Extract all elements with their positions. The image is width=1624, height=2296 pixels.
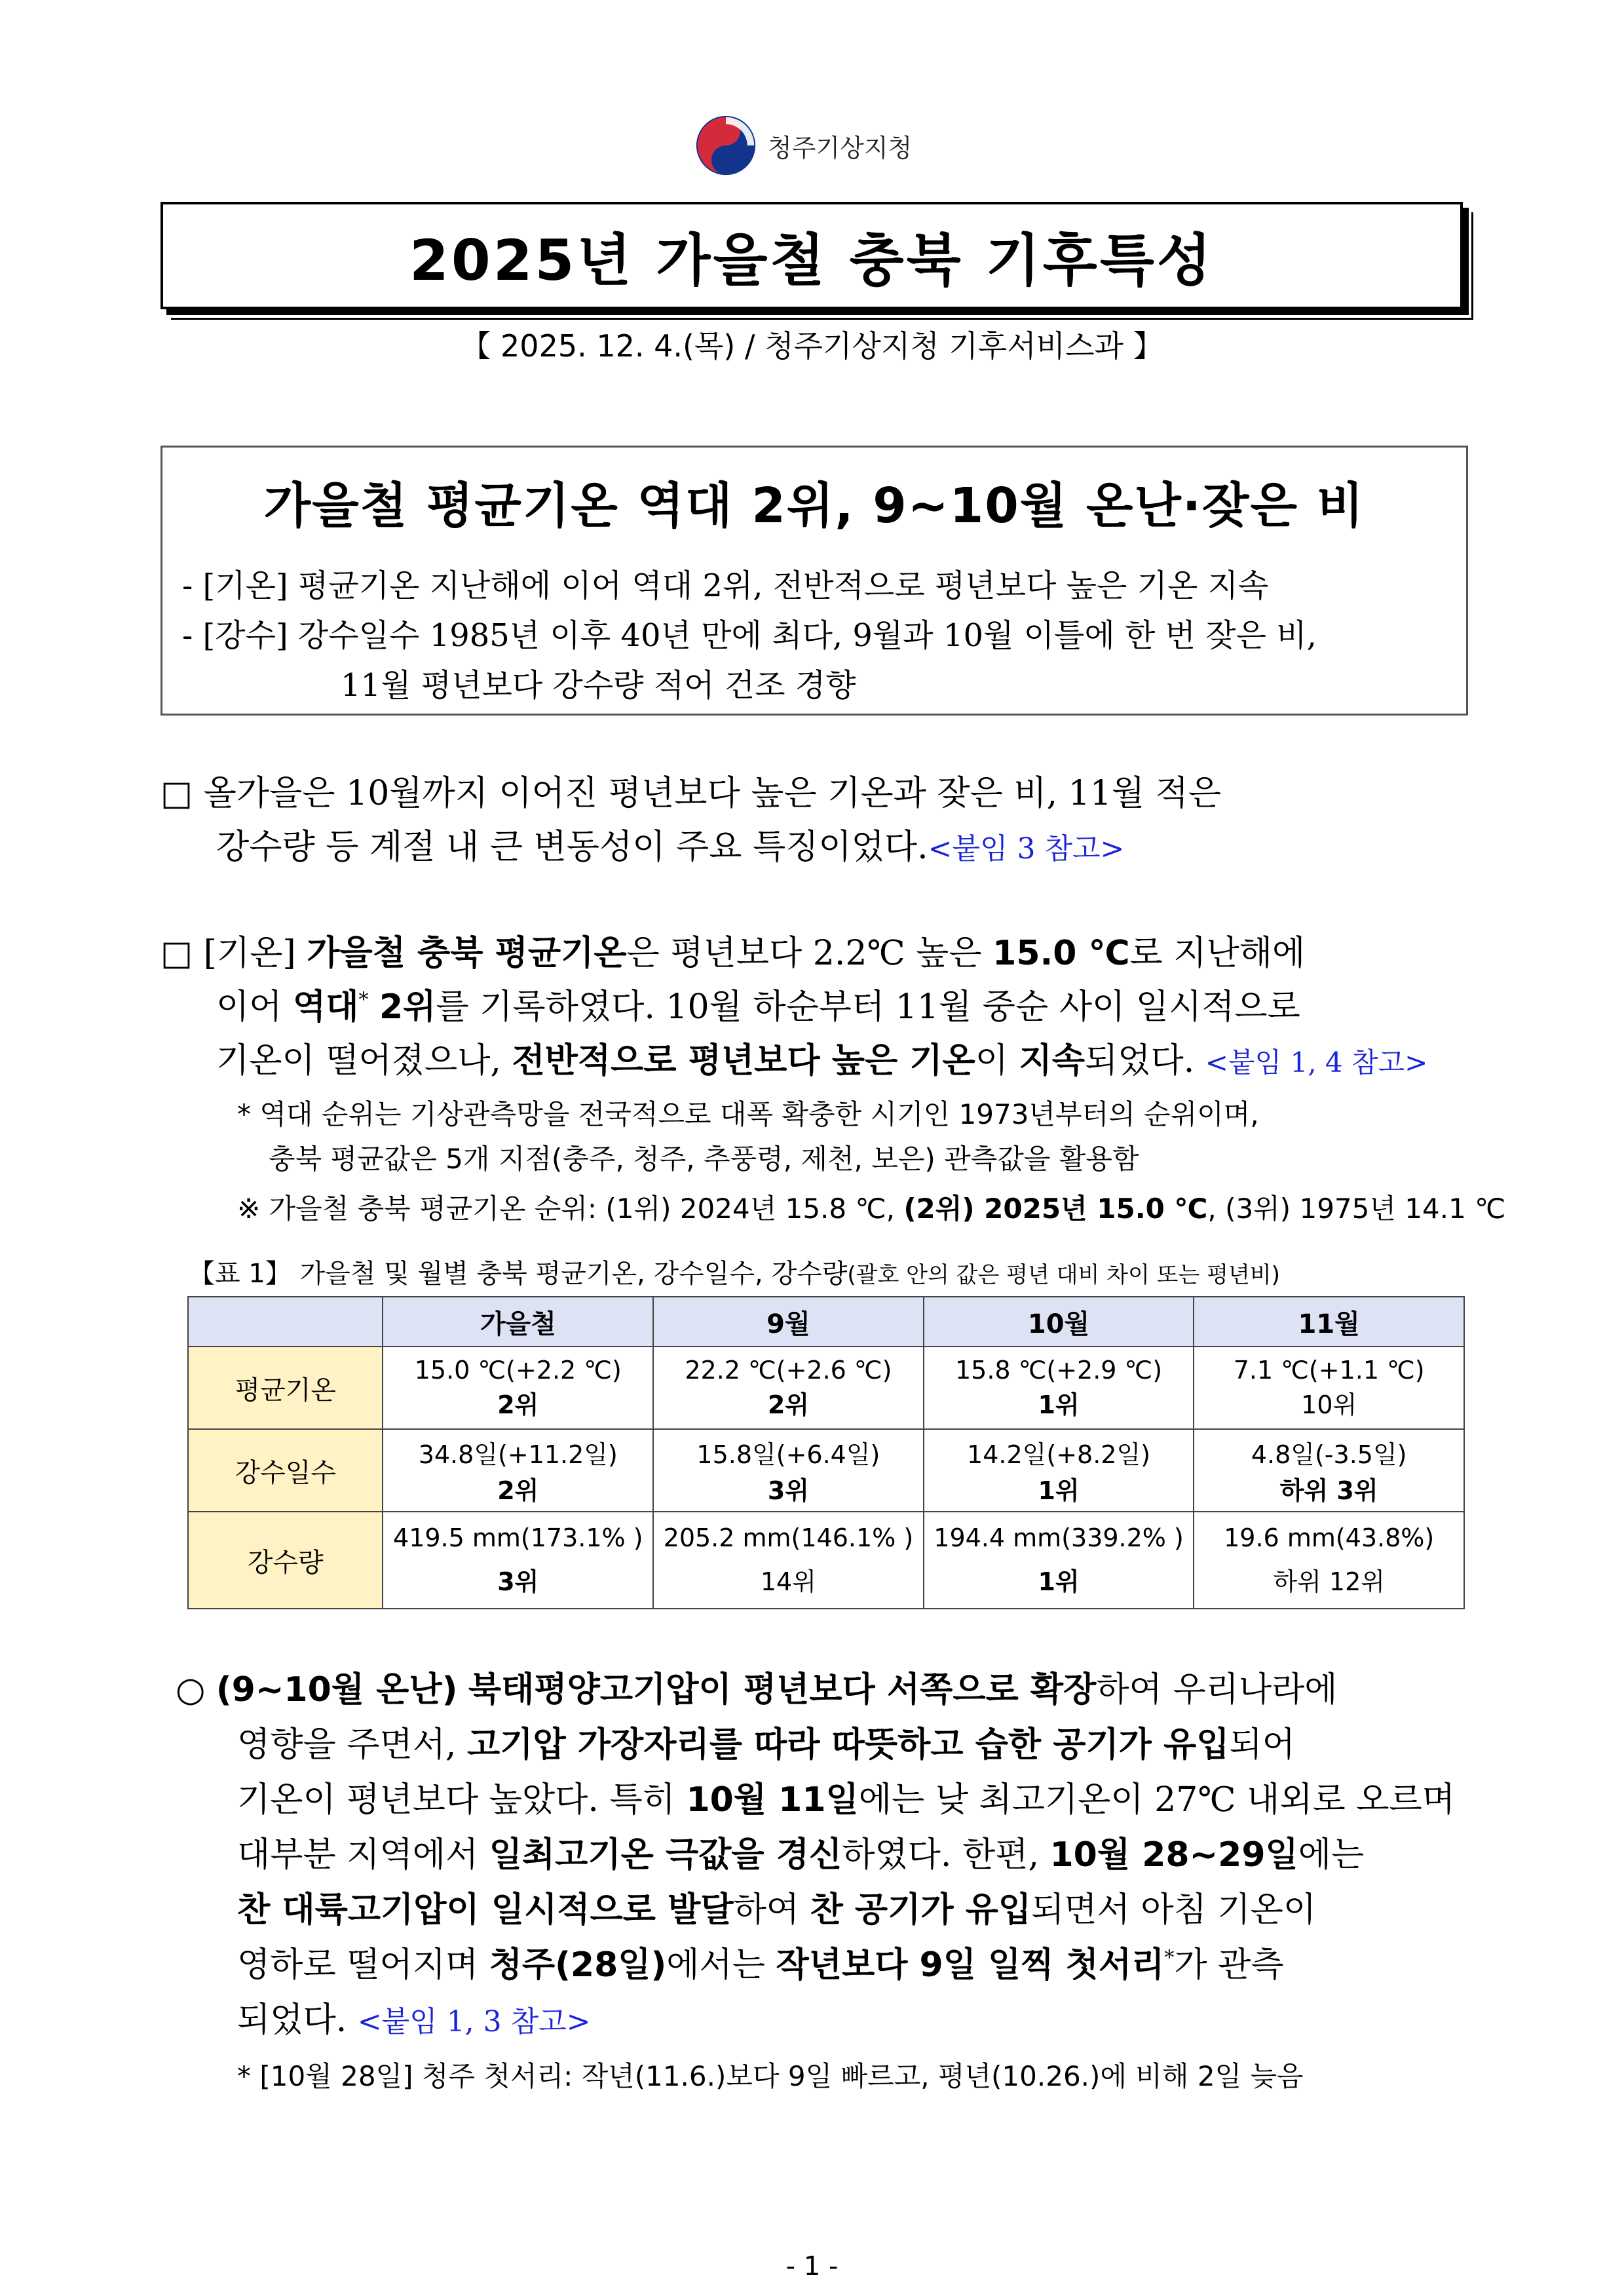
- cell-value: 194.4 mm(339.2% ): [934, 1523, 1184, 1552]
- cell-value: 4.8일(-3.5일): [1251, 1440, 1407, 1469]
- para2-line3: 기온이 떨어졌으나, 전반적으로 평년보다 높은 기온이 지속되었다. <붙임 1, 4 참고>: [216, 1041, 1428, 1081]
- appendix-ref: <붙임 3 참고>: [928, 832, 1125, 866]
- cell-rank: 2위: [767, 1390, 809, 1419]
- cell-value: 7.1 ℃(+1.1 ℃): [1233, 1355, 1425, 1385]
- summary-line-temp: - [기온] 평균기온 지난해에 이어 역대 2위, 전반적으로 평년보다 높은 기온 지속: [182, 567, 1269, 604]
- taegeuk-logo-icon: [694, 114, 757, 177]
- title-box: [161, 202, 1463, 309]
- cell-value: 15.8 ℃(+2.9 ℃): [955, 1355, 1163, 1385]
- cell-rank: 10위: [1301, 1390, 1357, 1419]
- agency-name: 청주기상지청: [768, 133, 913, 163]
- cell-value: 15.8일(+6.4일): [696, 1440, 880, 1469]
- table-cell: [653, 1429, 924, 1512]
- para3-line3: 기온이 평년보다 높았다. 특히 10월 11일에는 낮 최고기온이 27℃ 내외로 오르며: [237, 1780, 1455, 1820]
- para3-line7: 되었다. <붙임 1, 3 참고>: [237, 2000, 591, 2040]
- cell-rank: 하위 3위: [1279, 1476, 1378, 1505]
- cell-value: 19.6 mm(43.8%): [1224, 1523, 1435, 1552]
- table-cell: [924, 1347, 1194, 1429]
- para2-note1a: * 역대 순위는 기상관측망을 전국적으로 대폭 확충한 시기인 1973년부터의 순위이며,: [237, 1098, 1259, 1130]
- row-header: 평균기온: [188, 1347, 383, 1429]
- page-number: - 1 -: [785, 2251, 839, 2282]
- cell-rank: 3위: [767, 1476, 809, 1505]
- table-cell: [924, 1429, 1194, 1512]
- table-cell: [383, 1429, 653, 1512]
- cell-rank: 2위: [497, 1476, 539, 1505]
- checkbox-bullet-icon: □: [161, 774, 193, 813]
- cell-value: 419.5 mm(173.1% ): [393, 1523, 643, 1552]
- table-corner-cell: [188, 1297, 383, 1347]
- cell-rank: 14위: [760, 1567, 816, 1596]
- checkbox-bullet-icon: □: [161, 934, 193, 973]
- para2-line1: □ [기온] 가을철 충북 평균기온은 평년보다 2.2℃ 높은 15.0 ℃로 지난해에: [161, 934, 1306, 973]
- cell-rank: 3위: [497, 1567, 539, 1596]
- para3-note: * [10월 28일] 청주 첫서리: 작년(11.6.)보다 9일 빠르고, 평년(10.26.)에 비해 2일 늦음: [237, 2060, 1304, 2092]
- cell-value: 22.2 ℃(+2.6 ℃): [685, 1355, 892, 1385]
- para1-line2: 강수량 등 계절 내 큰 변동성이 주요 특징이었다.<붙임 3 참고>: [216, 828, 1125, 867]
- table-header-row: [188, 1297, 1464, 1347]
- cell-rank: 1위: [1038, 1476, 1080, 1505]
- col-header-oct: 10월: [924, 1297, 1194, 1347]
- cell-rank: 2위: [497, 1390, 539, 1419]
- row-header: 강수일수: [188, 1429, 383, 1512]
- table-cell: [653, 1347, 924, 1429]
- para3-line1: ○ (9~10월 온난) 북태평양고기압이 평년보다 서쪽으로 확장하여 우리나라에: [176, 1670, 1338, 1710]
- agency-logo: [694, 113, 943, 178]
- table-cell: [383, 1347, 653, 1429]
- summary-line-precip: - [강수] 강수일수 1985년 이후 40년 만에 최다, 9월과 10월 이틀에 한 번 잦은 비,: [182, 617, 1317, 654]
- table-cell: [1194, 1512, 1464, 1609]
- summary-headline: 가을철 평균기온 역대 2위, 9~10월 온난·잦은 비: [263, 478, 1365, 534]
- appendix-ref: <붙임 1, 3 참고>: [357, 2005, 591, 2038]
- summary-line-precip-cont: 11월 평년보다 강수량 적어 건조 경향: [341, 667, 856, 704]
- col-header-autumn: 가을철: [383, 1297, 653, 1347]
- cell-value: 15.0 ℃(+2.2 ℃): [414, 1355, 622, 1385]
- appendix-ref: <붙임 1, 4 참고>: [1205, 1046, 1428, 1079]
- cell-rank: 하위 12위: [1273, 1567, 1385, 1596]
- para3-line5: 찬 대륙고기압이 일시적으로 발달하여 찬 공기가 유입되면서 아침 기온이: [237, 1890, 1317, 1930]
- para3-line4: 대부분 지역에서 일최고기온 극값을 경신하였다. 한편, 10월 28~29일에는: [237, 1835, 1365, 1875]
- table-cell: [1194, 1429, 1464, 1512]
- summary-box: [161, 446, 1468, 716]
- table-row: [188, 1347, 1464, 1429]
- page-title: 2025년 가을철 충북 기후특성: [409, 228, 1214, 294]
- cell-value: 34.8일(+11.2일): [418, 1440, 618, 1469]
- table-cell: [1194, 1347, 1464, 1429]
- table-cell: [383, 1512, 653, 1609]
- para2-note1b: 충북 평균값은 5개 지점(충주, 청주, 추풍령, 제천, 보은) 관측값을 활용함: [269, 1143, 1139, 1175]
- para2-rank-note: ※ 가을철 충북 평균기온 순위: (1위) 2024년 15.8 ℃, (2위) 2025년 15.0 ℃, (3위) 1975년 14.1 ℃: [237, 1193, 1506, 1225]
- cell-rank: 1위: [1038, 1390, 1080, 1419]
- table-cell: [924, 1512, 1194, 1609]
- table-row: [188, 1429, 1464, 1512]
- table-cell: [653, 1512, 924, 1609]
- cell-rank: 1위: [1038, 1567, 1080, 1596]
- date-line: 【 2025. 12. 4.(목) / 청주기상지청 기후서비스과 】: [461, 328, 1163, 364]
- para1-line1: □ 올가을은 10월까지 이어진 평년보다 높은 기온과 잦은 비, 11월 적은: [161, 774, 1222, 813]
- cell-value: 205.2 mm(146.1% ): [663, 1523, 914, 1552]
- table-caption: 【표 1】 가을철 및 월별 충북 평균기온, 강수일수, 강수량(괄호 안의 값은 평년 대비 차이 또는 평년비): [189, 1259, 1280, 1289]
- table-row: [188, 1512, 1464, 1609]
- col-header-sep: 9월: [653, 1297, 924, 1347]
- cell-value: 14.2일(+8.2일): [967, 1440, 1150, 1469]
- para3-line6: 영하로 떨어지며 청주(28일)에서는 작년보다 9일 일찍 첫서리*가 관측: [237, 1945, 1284, 1985]
- climate-table: [187, 1296, 1465, 1609]
- circle-bullet-icon: ○: [176, 1670, 206, 1710]
- col-header-nov: 11월: [1194, 1297, 1464, 1347]
- para3-line2: 영향을 주면서, 고기압 가장자리를 따라 따뜻하고 습한 공기가 유입되어: [237, 1725, 1295, 1765]
- row-header: 강수량: [188, 1512, 383, 1609]
- para2-line2: 이어 역대* 2위를 기록하였다. 10월 하순부터 11월 중순 사이 일시적으로: [216, 987, 1300, 1027]
